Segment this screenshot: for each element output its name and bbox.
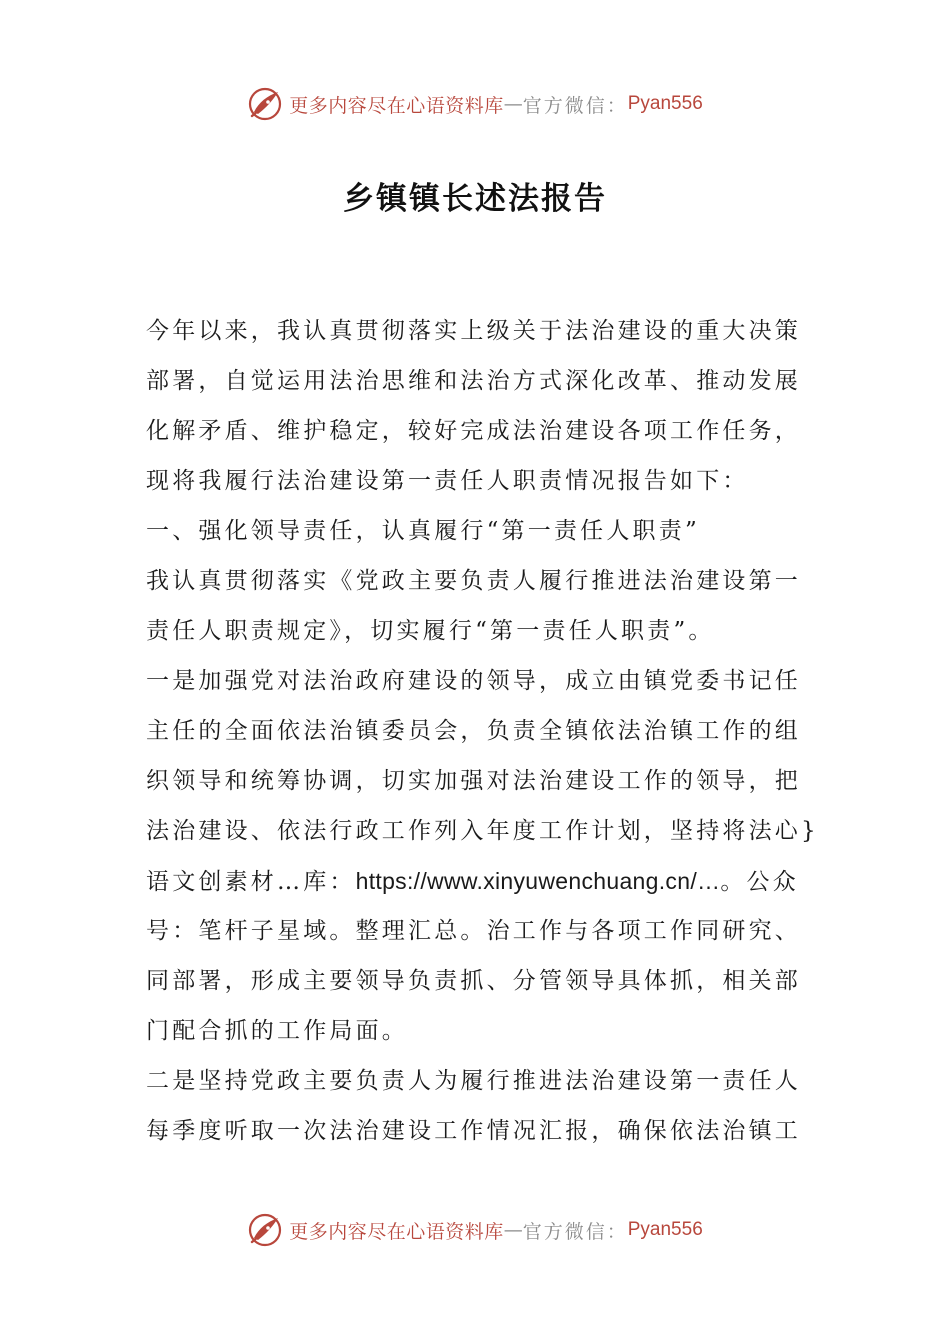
- watermark-wechat-label: 官方微信：: [522, 94, 628, 117]
- body-line: 责任人职责规定》，切实履行“第一责任人职责”。: [146, 618, 715, 644]
- watermark-dash: —: [503, 1219, 523, 1241]
- document-body: [146, 306, 819, 1156]
- body-line: 一是加强党对法治政府建设的领导，成立由镇党委书记任: [146, 668, 801, 694]
- section-heading: 一、强化领导责任，认真履行“第一责任人职责”: [146, 518, 700, 544]
- body-line: 每季度听取一次法治建设工作情况汇报，确保依法治镇工: [146, 1118, 801, 1144]
- watermark-wechat-label: 官方微信：: [522, 1220, 628, 1243]
- body-line: 现将我履行法治建设第一责任人职责情况报告如下：: [146, 468, 749, 494]
- body-line: 我认真贯彻落实《党政主要负责人履行推进法治建设第一: [146, 568, 801, 594]
- watermark-wechat-id: Pyan556: [627, 93, 703, 114]
- body-line: 号：笔杆子星域。整理汇总。治工作与各项工作同研究、: [146, 918, 801, 944]
- footer-watermark-banner: [0, 1208, 950, 1252]
- body-line: 主任的全面依法治镇委员会，负责全镇依法治镇工作的组: [146, 718, 801, 744]
- url-line-prefix: 语文创素材…库：: [146, 869, 356, 895]
- watermark-brand-text: 更多内容尽在心语资料库: [289, 94, 504, 117]
- watermark-dash: —: [503, 93, 523, 115]
- website-url-link[interactable]: https://www.xinyuwenchuang.cn/…: [355, 868, 721, 894]
- body-line: 化解矛盾、维护稳定，较好完成法治建设各项工作任务，: [146, 418, 801, 444]
- pen-nib-logo-icon: [247, 1212, 283, 1248]
- body-line: 部署，自觉运用法治思维和法治方式深化改革、推动发展: [146, 368, 801, 394]
- body-line: 同部署，形成主要领导负责抓、分管领导具体抓，相关部: [146, 968, 801, 994]
- url-line-suffix: 。公众: [720, 869, 799, 895]
- body-line: 今年以来，我认真贯彻落实上级关于法治建设的重大决策: [146, 318, 801, 344]
- pen-nib-logo-icon: [247, 86, 283, 122]
- document-title: 乡镇镇长述法报告: [343, 181, 607, 217]
- header-watermark-banner: [0, 82, 950, 126]
- body-line: 法治建设、依法行政工作列入年度工作计划，坚持将法心}: [146, 818, 819, 844]
- body-line: 二是坚持党政主要负责人为履行推进法治建设第一责任人: [146, 1068, 801, 1094]
- body-line: 门配合抓的工作局面。: [146, 1018, 408, 1044]
- body-line: 织领导和统筹协调，切实加强对法治建设工作的领导，把: [146, 768, 801, 794]
- watermark-brand-text: 更多内容尽在心语资料库: [289, 1220, 504, 1243]
- watermark-wechat-id: Pyan556: [627, 1219, 703, 1240]
- body-line-with-url: [146, 856, 806, 906]
